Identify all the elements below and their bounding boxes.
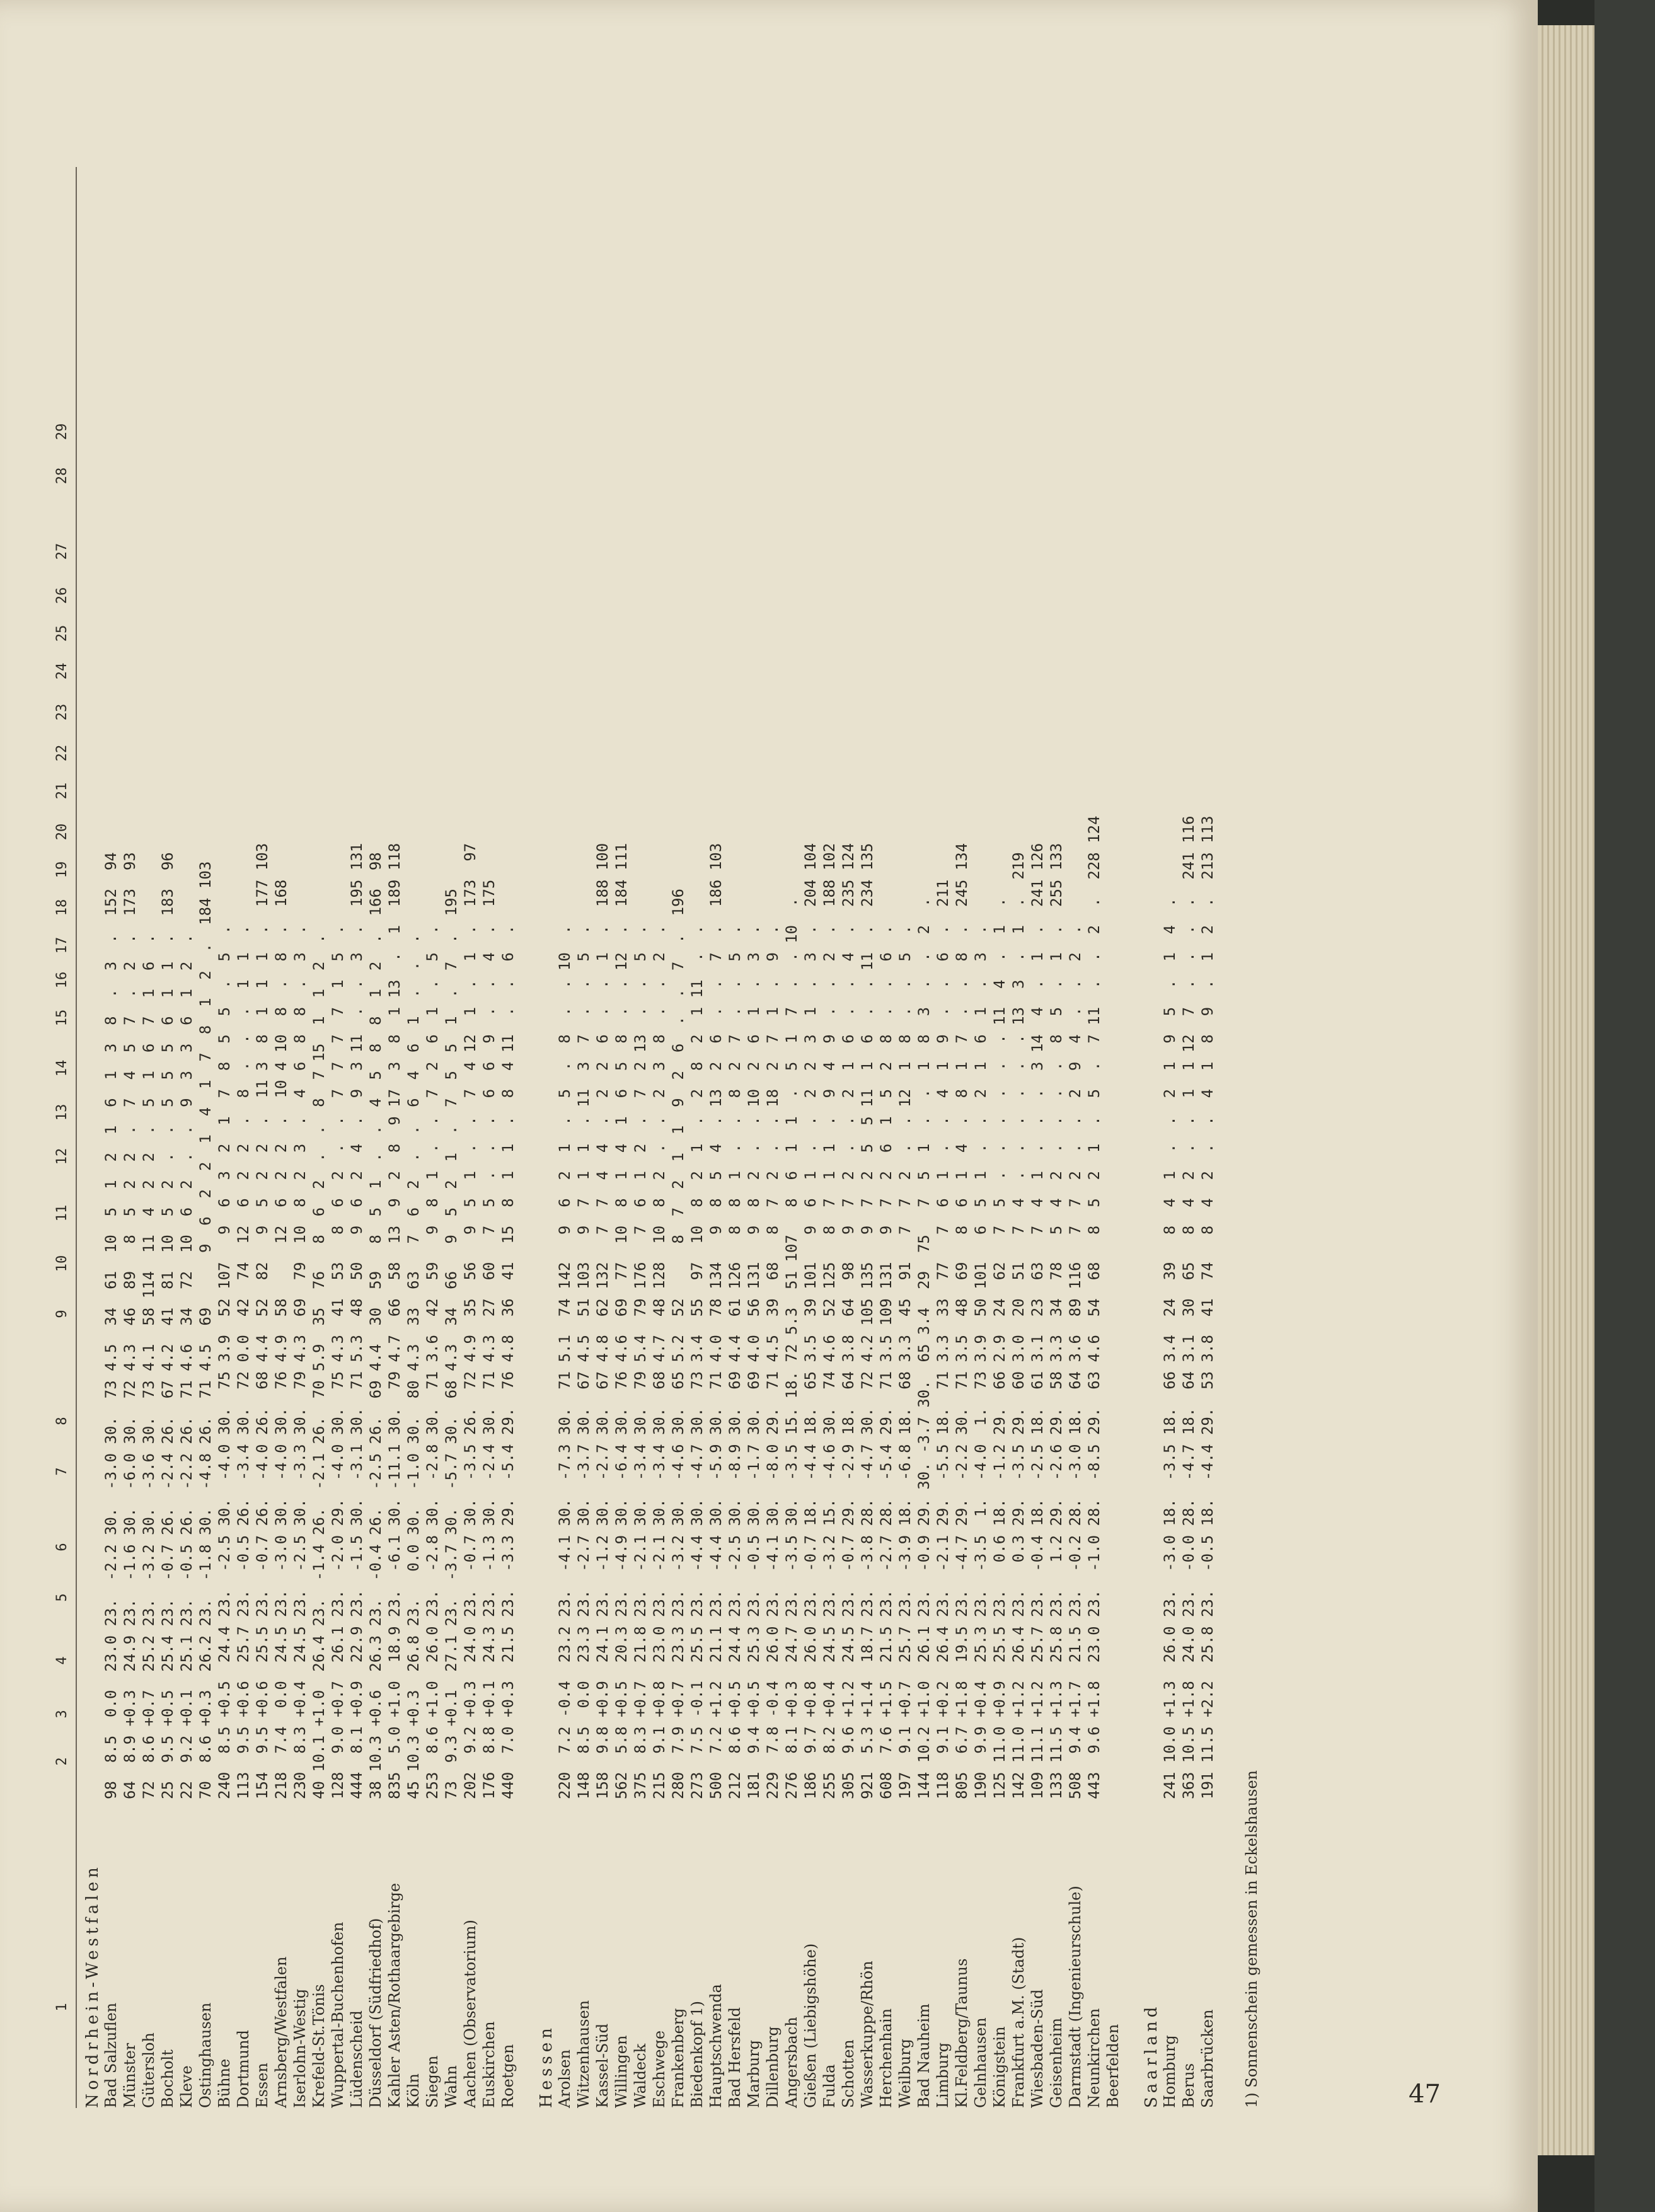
station-name: Willingen [613, 2035, 630, 2108]
column-header: 13 [54, 1103, 70, 1121]
station-values: 835 5.0 +1.0 18.9 23. -6.1 30. -11.1 30. 79 4.7 66 58 13 9 2 8 9 17 3 8 1 13 . 1 189 118 [386, 843, 403, 1799]
column-header: 12 [54, 1148, 70, 1165]
station-name: Bocholt [159, 2049, 176, 2108]
column-header: 10 [54, 1255, 70, 1272]
station-name: Bad Nauheim [915, 2003, 933, 2108]
station-values: 305 9.6 +1.2 24.5 23. -0.7 29. -2.9 18. 64 3.8 64 98 9 7 2 . . 2 1 6 . . 4 . 235 124 [839, 843, 857, 1799]
column-header: 6 [54, 1543, 70, 1552]
station-values: 229 7.8 -0.4 26.0 23. -4.1 30. -8.0 29. 71 4.5 39 68 8 7 2 . . 18 2 7 1 . 9 . [764, 879, 781, 1799]
column-header: 25 [54, 625, 70, 642]
station-name: Fulda [821, 2064, 838, 2108]
station-name: Herchenhain [877, 2008, 895, 2108]
station-name: Wiesbaden-Süd [1029, 1989, 1046, 2108]
station-name: Arolsen [556, 2049, 574, 2108]
station-values: 176 8.8 +0.1 24.3 23. -1.3 30. -2.4 30. 71 4.3 27 60 7 5 . . . 6 6 9 . . 4 . 175 [480, 843, 498, 1799]
station-name: Geisenheim [1047, 2017, 1065, 2108]
station-values: 508 9.4 +1.7 21.5 23. -0.2 28. -3.0 18. 64 3.6 89 116 7 7 2 . . 2 9 4 . . 2 . [1066, 879, 1084, 1799]
column-header: 11 [54, 1204, 70, 1222]
station-name: Aachen (Observatorium) [461, 1920, 479, 2108]
column-header: 24 [54, 662, 70, 680]
column-header: 20 [54, 823, 70, 841]
station-name: Schotten [839, 2039, 857, 2108]
station-name: Wahn [442, 2065, 460, 2108]
column-header-row [50, 167, 77, 2108]
station-name: Bühne [216, 2058, 233, 2108]
station-values: 280 7.9 +0.7 23.3 23. -3.2 30. -4.6 30. 65 5.2 52 8 7 2 1 1 9 2 6 . . 7 . 196 [669, 852, 687, 1799]
station-name: Essen [253, 2063, 271, 2108]
station-values: 220 7.2 -0.4 23.2 23. -4.1 30. -7.3 30. 71 5.1 74 142 9 6 2 1 . 5 . 8 . . 10 . [556, 879, 574, 1799]
station-values: 215 9.1 +0.8 23.0 23. -2.1 30. -3.4 30. 68 4.7 48 128 10 8 2 . . 2 3 8 . . 2 . [650, 879, 668, 1799]
station-values: 25 9.5 +0.5 25.4 23. -0.7 26. -2.4 26. 67 4.2 41 81 10 5 2 . . 5 5 5 6 1 1 . 183 96 [159, 852, 176, 1799]
station-values: 921 5.3 +1.4 18.7 23. -3.8 28. -4.7 30. 72 4.2 105 135 9 7 2 5 5 11 1 6 . . 11 . 234 135 [858, 843, 876, 1799]
station-name: Lüdenscheid [348, 2010, 366, 2108]
column-header: 9 [54, 1310, 70, 1318]
station-name: Euskirchen [480, 2021, 498, 2108]
station-name: Kl.Feldberg/Taunus [953, 1958, 971, 2108]
page-number: 47 [1409, 2080, 1441, 2109]
station-values: 45 10.3 +0.3 26.8 23. 0.0 30. -1.0 30. 80 4.3 33 63 7 6 2 . . 6 4 6 1 . . . [405, 889, 422, 1799]
station-name: Dortmund [234, 2030, 252, 2108]
station-name: Königstein [991, 2026, 1008, 2108]
station-values: 40 10.1 +1.0 26.4 23. -1.4 26. -2.1 26. 70 5.9 35 76 8 6 2 . . 8 7 15 1 1 2 . [310, 889, 328, 1799]
station-values: 805 6.7 +1.8 19.5 23. -4.7 29. -2.2 30. 71 3.5 48 69 8 6 1 4 . 8 1 7 . . 8 . 245 134 [953, 843, 971, 1799]
station-values: 253 8.6 +1.0 26.0 23. -2.8 30. -2.8 30. 71 3.6 42 59 9 8 1 . . 7 2 6 1 . 5 . [424, 879, 441, 1799]
station-values: 273 7.5 -0.1 25.5 23. -4.4 30. -4.7 30. 73 3.4 55 97 10 8 2 1 . 2 8 2 1 11 . . [688, 879, 706, 1799]
station-name: Kassel-Süd [594, 2023, 611, 2108]
station-name: Darmstadt (Ingenieurschule) [1066, 1886, 1084, 2108]
station-name: Homburg [1161, 2035, 1179, 2108]
station-name: Ostinghausen [197, 2002, 214, 2108]
station-name: Weilburg [896, 2039, 914, 2108]
station-name: Marburg [745, 2039, 763, 2108]
station-values: 190 9.9 +0.4 25.3 23. -3.5 1. -4.0 1. 73 3.9 50 101 6 5 1 . . 2 1 6 1 . 3 . [972, 879, 989, 1799]
station-values: 240 8.5 +0.5 24.4 23. -2.5 30. -4.0 30. 75 3.9 52 107 9 6 3 2 1 7 8 5 5 . 5 . [216, 879, 233, 1799]
station-values: 181 9.4 +0.5 25.3 23. -0.5 30. -1.7 30. 69 4.0 56 131 9 8 2 . . 10 2 6 1 . 3 . [745, 879, 763, 1799]
station-values: 38 10.3 +0.6 26.3 23. -0.4 26. -2.5 26. 69 4.4 30 59 8 5 1 . . 4 5 8 8 1 2 . 166 98 [367, 852, 384, 1799]
station-name: Dillenburg [764, 2026, 781, 2108]
station-values: 125 11.0 +0.9 25.5 23. 0.6 18. -1.2 29. 66 2.9 24 62 7 5 . . . . . . 11 4 . 1 . [991, 852, 1008, 1799]
station-name: Arnsberg/Westfalen [272, 1956, 290, 2108]
station-values: 363 10.5 +1.8 24.0 23. -0.0 28. -4.7 18. 64 3.1 30 65 8 4 2 . . 1 1 12 7 . . . . 241 116 [1180, 815, 1197, 1799]
station-name: Biedenkopf 1) [688, 2000, 706, 2108]
column-header: 26 [54, 587, 70, 604]
column-header: 27 [54, 543, 70, 560]
station-values: 276 8.1 +0.3 24.7 23. -3.5 30. -3.5 15. 18. 72 5.3 51 107 8 6 1 1 . 5 1 7 . . 10 . [783, 852, 800, 1799]
station-name: Saarbrücken [1199, 2009, 1216, 2108]
page-edges [1538, 25, 1594, 2155]
station-values: 148 8.5 0.0 23.3 23. -2.7 30. -3.7 30. 67 4.5 51 103 9 7 1 1 . 11 3 7 . . 5 . [575, 879, 592, 1799]
station-name: Angersbach [783, 2017, 800, 2108]
station-name: Kahler Asten/Rothaargebirge [386, 1882, 403, 2108]
climate-table [50, 167, 1298, 2108]
column-header: 29 [54, 423, 70, 441]
station-values: 128 9.0 +0.7 26.1 23. -2.0 29. -4.0 30. 75 4.3 41 53 8 6 2 . . 7 7 7 7 1 5 . [329, 879, 347, 1799]
station-name: Eschwege [650, 2030, 668, 2108]
column-header: 14 [54, 1059, 70, 1077]
station-values: 375 8.3 +0.7 21.8 23. -2.1 30. -3.4 30. 79 5.4 79 176 7 6 1 2 . 7 2 13 . . 5 . [631, 879, 649, 1799]
station-values [1104, 1080, 1122, 1800]
station-name: Roetgen [499, 2044, 517, 2108]
station-values: 118 9.1 +0.2 26.4 23. -2.1 29. -5.5 18. 71 3.3 33 77 7 6 1 . . 4 1 9 . . 6 . 211 [934, 843, 952, 1799]
station-values: 22 9.2 +0.1 25.1 23. -0.5 26. -2.2 26. 71 4.6 34 72 10 6 2 . . 9 3 3 6 1 2 . [178, 889, 195, 1799]
station-values: 186 9.7 +0.8 26.0 23. -0.7 18. -4.4 18. 65 3.5 39 101 9 6 1 . . 2 2 3 1 . 3 . 204 104 [802, 843, 819, 1799]
station-values: 70 8.6 +0.3 26.2 23. -1.8 30. -4.8 26. 71 4.5 69 9 6 2 2 1 4 1 7 8 1 2 . 184 103 [197, 861, 214, 1799]
station-values: 212 8.6 +0.5 24.4 23. -2.5 30. -8.9 30. 69 4.4 61 126 8 8 1 . . 8 2 7 . . 5 . [726, 879, 744, 1799]
station-values: 64 8.9 +0.3 24.9 23. -1.6 30. -6.0 30. 72 4.3 46 89 8 5 2 2 . 7 4 5 7 . 2 . 173 93 [121, 852, 139, 1799]
station-values: 241 10.0 +1.3 26.0 23. -3.0 18. -3.5 18. 66 3.4 24 39 8 4 1 . . 2 1 9 5 . 1 4 . [1161, 852, 1179, 1799]
column-header: 22 [54, 744, 70, 762]
station-values: 608 7.6 +1.5 21.5 23. -2.7 28. -5.4 29. 71 3.5 109 131 9 7 2 6 1 5 2 8 . . 6 . [877, 879, 895, 1799]
station-name: Waldeck [631, 2043, 649, 2108]
section-title: Saarland [1142, 2003, 1161, 2108]
station-name: Bad Salzuflen [102, 2002, 120, 2108]
column-header: 17 [54, 936, 70, 954]
station-name: Gütersloh [140, 2032, 158, 2108]
station-values: 444 8.1 +0.9 22.9 23. -1.5 30. -3.1 30. 71 5.3 48 50 9 6 2 4 . 9 3 11 . . 3 . 195 131 [348, 843, 366, 1799]
column-header: 2 [54, 1757, 70, 1766]
station-values: 440 7.0 +0.3 21.5 23. -3.3 29. -5.4 29. 76 4.8 36 41 15 8 1 1 . 8 4 11 . . 6 . [499, 879, 517, 1799]
station-name: Iserlohn-Westig [291, 1988, 309, 2108]
column-header: 1 [54, 2003, 70, 2012]
column-header: 4 [54, 1656, 70, 1665]
column-header: 15 [54, 1009, 70, 1027]
station-name: Berus [1180, 2063, 1197, 2108]
station-values: 191 11.5 +2.2 25.8 23. -0.5 18. -4.4 29. 53 3.8 41 74 8 4 2 . . 4 1 8 9 . 1 2 . 213 113 [1199, 815, 1216, 1799]
station-values: 255 8.2 +0.4 24.5 23. -3.2 15. -4.6 30. 74 4.6 52 125 8 7 1 1 . 9 4 9 . . 2 . 188 102 [821, 843, 838, 1799]
column-header: 21 [54, 782, 70, 800]
station-name: Neunkirchen [1085, 2008, 1103, 2108]
station-name: Bad Hersfeld [726, 2007, 744, 2108]
column-header: 19 [54, 861, 70, 878]
station-values: 562 5.8 +0.5 20.3 23. -4.9 30. -6.4 30. 76 4.6 69 77 10 8 1 4 1 6 5 8 . . 12 . 184 111 [613, 843, 630, 1799]
station-values: 142 11.0 +1.2 26.4 23. 0.3 29. -3.5 29. 60 3.0 20 51 7 4 . . . . . . 13 3 . 1 . 219 [1010, 815, 1027, 1799]
station-values: 73 9.3 +0.1 27.1 23. -3.7 30. -5.7 30. 68 4.3 34 66 9 5 2 1 . 7 5 5 1 . 7 . 195 [442, 852, 460, 1799]
station-name: Düsseldorf (Südfriedhof) [367, 1918, 384, 2108]
station-values: 230 8.3 +0.4 24.5 23. -2.5 30. -3.3 30. 79 4.3 69 79 10 8 2 3 . 4 6 8 8 . 3 . [291, 879, 309, 1799]
station-name: Krefeld-St.Tönis [310, 1984, 328, 2108]
section-title: Hessen [537, 2024, 556, 2108]
column-header: 7 [54, 1467, 70, 1476]
station-values: 113 9.5 +0.6 25.7 23. -0.5 26. -3.4 30. 72 0.0 42 74 12 6 2 2 . 8 . . . 1 1 . [234, 879, 252, 1799]
footnote: 1) Sonnenschein gemessen in Eckelshausen [1243, 1770, 1260, 2108]
section-title: Nordrhein-Westfalen [83, 1863, 102, 2108]
column-header: 18 [54, 899, 70, 916]
station-values: 133 11.5 +1.3 25.8 23. 1.2 29. -2.6 29. 58 3.3 34 78 5 4 2 . . . . 8 5 . 1 . 255 133 [1047, 843, 1065, 1799]
station-values: 218 7.4 0.0 24.5 23. -3.0 30. -4.0 30. 76 4.9 58 12 6 2 2 . 10 4 10 8 . 8 . 168 [272, 843, 290, 1799]
column-header: 3 [54, 1710, 70, 1719]
station-values: 72 8.6 +0.7 25.2 23. -3.2 30. -3.6 30. 73 4.1 58 114 11 4 2 2 . 5 1 6 7 1 6 . [140, 889, 158, 1799]
station-name: Gelnhausen [972, 2017, 989, 2108]
station-name: Wasserkuppe/Rhön [858, 1961, 876, 2108]
column-header: 8 [54, 1417, 70, 1426]
station-name: Siegen [424, 2055, 441, 2108]
station-values: 158 9.8 +0.9 24.1 23. -1.2 30. -2.7 30. 67 4.8 62 132 7 7 4 4 . 2 2 6 . . 1 . 188 100 [594, 843, 611, 1799]
station-values: 443 9.6 +1.8 23.0 23. -1.0 28. -8.5 29. 63 4.6 54 68 8 5 2 1 . 5 . 7 11 . . 2 . 228 124 [1085, 815, 1103, 1799]
station-values: 154 9.5 +0.6 25.5 23. -0.7 26. -4.0 26. 68 4.4 52 82 9 5 2 2 . 11 3 8 1 1 1 . 177 103 [253, 843, 271, 1799]
station-name: Witzenhausen [575, 2000, 592, 2108]
column-header: 16 [54, 971, 70, 989]
column-header: 23 [54, 703, 70, 721]
station-values: 144 10.2 +1.0 26.1 23. -0.9 29. 30. -3.7 30. 65 3.4 29 75 7 5 1 . . 1 8 3 . . 2 . [915, 852, 933, 1799]
station-name: Limburg [934, 2042, 952, 2108]
column-header: 28 [54, 467, 70, 485]
station-name: Kleve [178, 2065, 195, 2108]
station-values: 202 9.2 +0.3 24.0 23. -0.7 30. -3.5 26. 72 4.9 35 56 9 5 1 . . 7 4 12 1 . 1 . 173 97 [461, 843, 479, 1799]
station-name: Münster [121, 2042, 139, 2108]
station-name: Gießen (Liebigshöhe) [802, 1943, 819, 2108]
station-name: Frankfurt a.M. (Stadt) [1010, 1937, 1027, 2108]
station-values: 500 7.2 +1.2 21.1 23. -4.4 30. -5.9 30. 71 4.0 78 134 9 8 5 4 . 13 2 6 . . 7 . 186 103 [707, 843, 725, 1799]
book-cover [1594, 0, 1655, 2212]
station-name: Beerfelden [1104, 2024, 1122, 2108]
station-values: 197 9.1 +0.7 25.7 23. -3.9 18. -6.8 18. 68 3.3 45 91 7 7 2 . . 12 1 8 . . 5 . [896, 879, 914, 1799]
column-header: 5 [54, 1593, 70, 1602]
station-values: 109 11.1 +1.2 25.7 23. -0.4 18. -2.5 18. 61 3.1 23 63 7 4 1 . . . 3 14 4 . 1 . 241 126 [1029, 843, 1046, 1799]
station-name: Wuppertal-Buchenhofen [329, 1921, 347, 2108]
station-name: Frankenberg [669, 2008, 687, 2108]
station-values: 98 8.5 0.0 23.0 23. -2.2 30. -3.0 30. 73 4.5 34 61 10 5 1 2 1 6 1 3 8 . 3 . 152 94 [102, 852, 120, 1799]
station-name: Köln [405, 2073, 422, 2108]
station-name: Hauptschwenda [707, 1984, 725, 2108]
